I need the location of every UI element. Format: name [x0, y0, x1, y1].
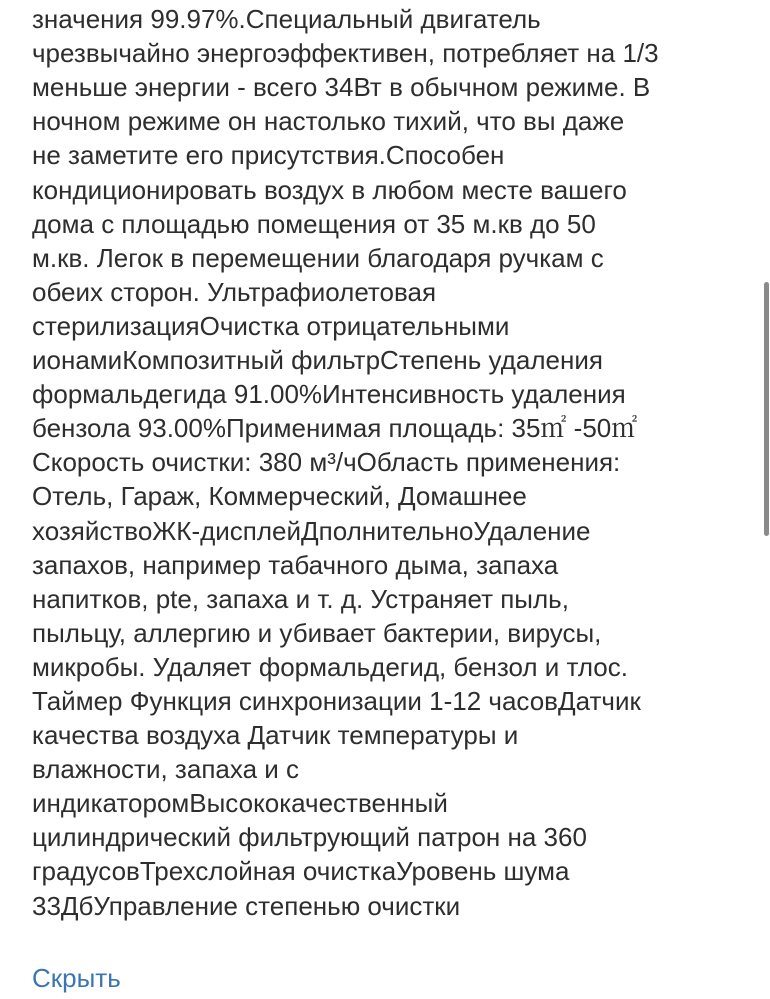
product-description-text	[32, 0, 750, 923]
scrollbar[interactable]	[764, 0, 770, 999]
description-line: хозяйствоЖК-дисплейДполнительноУдаление	[32, 515, 591, 546]
description-line: ночном режиме он настолько тихий, что вы даже	[32, 106, 625, 137]
description-line: индикаторомВысококачественный	[32, 788, 448, 819]
description-line: бензола 93.00%Применимая площадь: 35㎡ -50㎡	[32, 413, 638, 444]
scrollbar-thumb[interactable]	[764, 282, 769, 536]
description-line: формальдегида 91.00%Интенсивность удаления	[32, 379, 626, 410]
description-line: ионамиКомпозитный фильтрСтепень удаления	[32, 345, 603, 376]
description-line: м.кв. Легок в перемещении благодаря ручкам с	[32, 242, 604, 273]
description-line: пыльцу, аллергию и убивает бактерии, вирусы,	[32, 617, 602, 648]
description-line: 33ДбУправление степенью очистки	[32, 890, 461, 921]
description-line: стерилизацияОчистка отрицательными	[32, 310, 510, 341]
description-line: цилиндрический фильтрующий патрон на 360	[32, 822, 587, 853]
collapse-description-link[interactable]: Скрыть	[32, 963, 121, 993]
description-line: значения 99.97%.Специальный двигатель	[32, 4, 541, 35]
description-line: Скорость очистки: 380 м³/чОбласть применения:	[32, 447, 621, 478]
description-line: не заметите его присутствия.Способен	[32, 140, 505, 171]
description-line: чрезвычайно энергоэффективен, потребляет на 1/3	[32, 38, 659, 69]
description-line: градусовТрехслойная очисткаУровень шума	[32, 856, 570, 887]
description-line: дома с площадью помещения от 35 м.кв до 50	[32, 208, 596, 239]
description-line: кондиционировать воздух в любом месте вашего	[32, 174, 627, 205]
description-line: обеих сторон. Ультрафиолетовая	[32, 276, 437, 307]
description-line: запахов, например табачного дыма, запаха	[32, 549, 559, 580]
description-line: качества воздуха Датчик температуры и	[32, 720, 519, 751]
description-line: Отель, Гараж, Коммерческий, Домашнее	[32, 481, 527, 512]
description-line: Таймер Функция синхронизации 1-12 часовДатчик	[32, 685, 641, 716]
description-line: меньше энергии - всего 34Вт в обычном режиме. В	[32, 72, 651, 103]
description-line: влажности, запаха и с	[32, 754, 299, 785]
description-line: напитков, pte, запаха и т. д. Устраняет пыль,	[32, 583, 569, 614]
description-line: микробы. Удаляет формальдегид, бензол и тлос.	[32, 651, 628, 682]
